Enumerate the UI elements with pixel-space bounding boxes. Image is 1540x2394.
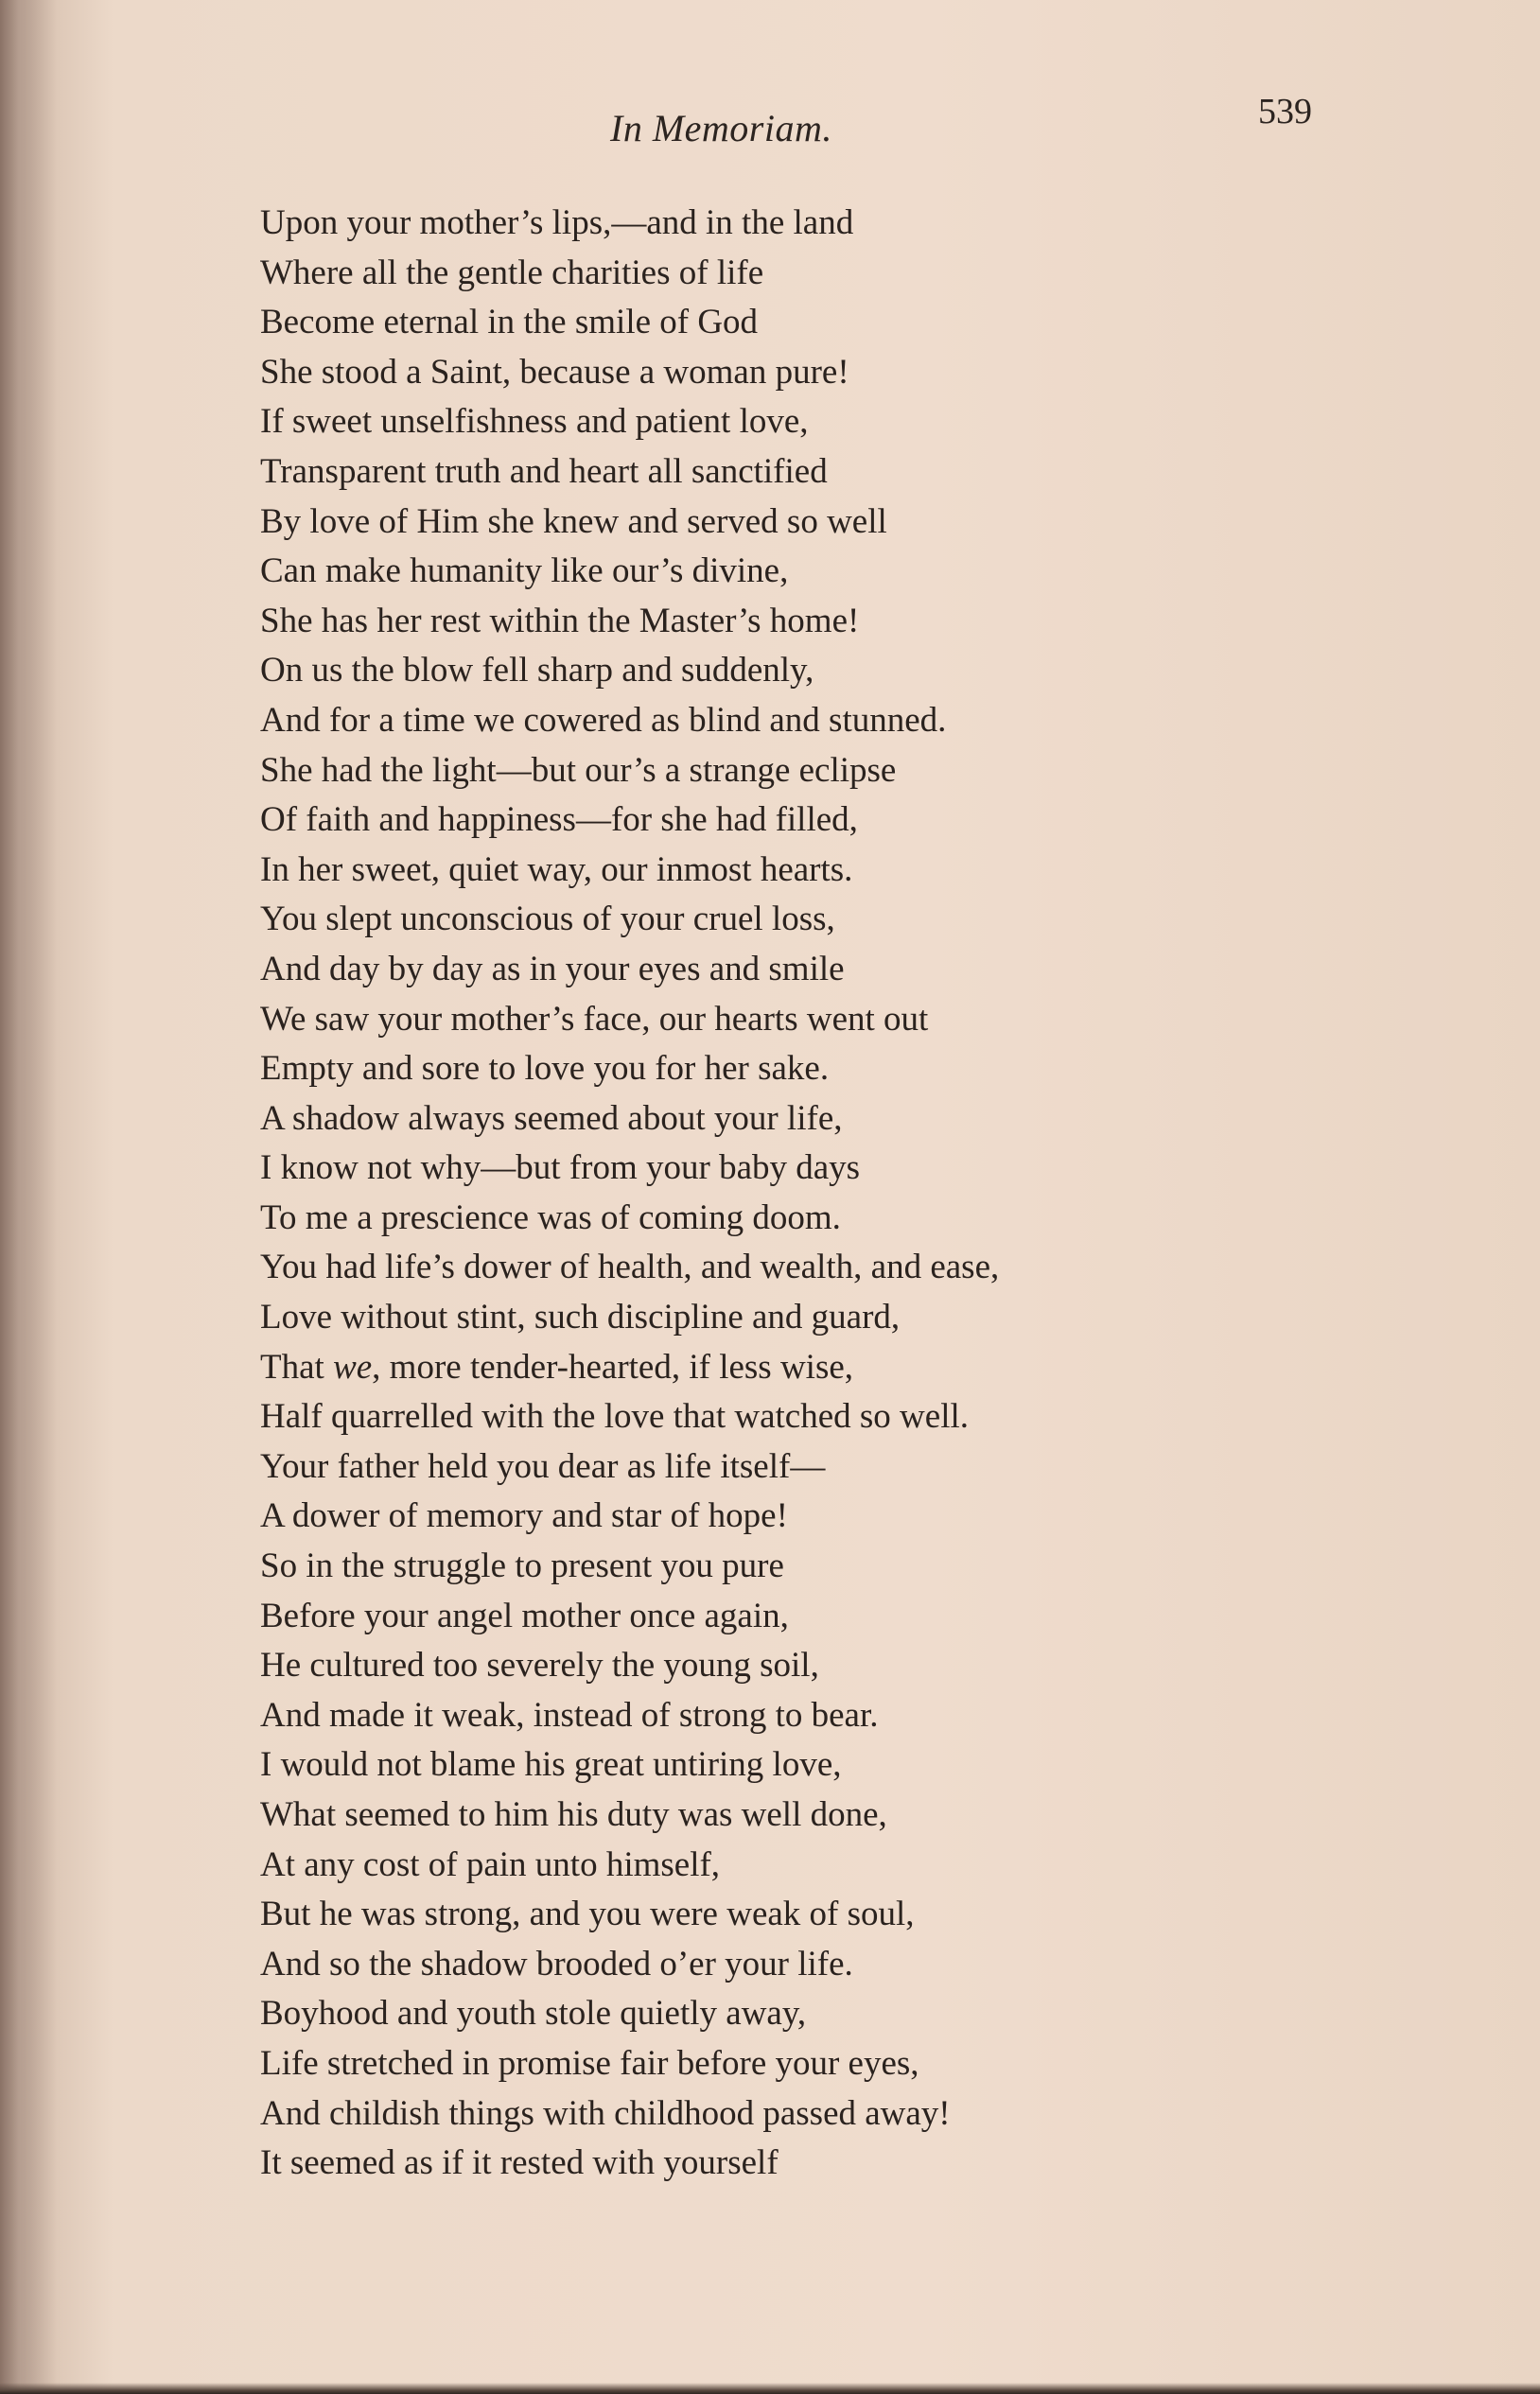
poem-line: Before your angel mother once again, [260,1596,789,1635]
poem-line: And childish things with childhood passed away! [260,2093,951,2133]
poem-line: So in the struggle to present you pure [260,1546,784,1586]
poem-line: And day by day as in your eyes and smile [260,949,845,988]
poem-line: In her sweet, quiet way, our inmost hearts. [260,849,853,889]
page-number: 539 [1258,92,1312,131]
poem-line: On us the blow fell sharp and suddenly, [260,651,814,690]
poem-line: Half quarrelled with the love that watched so well. [260,1397,969,1437]
poem-line: Transparent truth and heart all sanctified [260,451,828,491]
poem-line: It seemed as if it rested with yourself [260,2143,779,2183]
poem-line: She stood a Saint, because a woman pure! [260,352,849,392]
poem-line: That we, more tender-hearted, if less wise, [260,1347,854,1387]
poem-line: He cultured too severely the young soil, [260,1646,819,1686]
poem-line: By love of Him she knew and served so well [260,501,887,541]
poem-line: You had life’s dower of health, and wealth, and ease, [260,1248,1000,1287]
poem-line: Love without stint, such discipline and guard, [260,1298,901,1337]
poem-line: You slept unconscious of your cruel loss, [260,900,835,939]
poem-line: Become eternal in the smile of God [260,303,759,342]
running-head: In Memoriam. [610,107,832,149]
poem-line: At any cost of pain unto himself, [260,1844,721,1884]
poem-line: Where all the gentle charities of life [260,253,764,292]
poem-line: A dower of memory and star of hope! [260,1496,788,1536]
poem-line: Empty and sore to love you for her sake. [260,1049,830,1089]
poem-body [260,199,1301,2189]
poem-line: I know not why—but from your baby days [260,1148,861,1188]
poem-line: If sweet unselfishness and patient love, [260,402,809,442]
poem-line: Boyhood and youth stole quietly away, [260,1994,807,2034]
poem-line: Your father held you dear as life itself— [260,1446,826,1486]
poem-line: A shadow always seemed about your life, [260,1098,843,1138]
poem-line: What seemed to him his duty was well done, [260,1795,887,1834]
poem-line: Upon your mother’s lips,—and in the land [260,203,854,242]
poem-line: We saw your mother’s face, our hearts went out [260,999,929,1039]
poem-line: Of faith and happiness—for she had filled, [260,800,858,840]
gutter-shadow [0,0,57,2394]
poem-line: But he was strong, and you were weak of soul, [260,1895,915,1934]
poem-line: She had the light—but our’s a strange eclipse [260,750,897,790]
poem-line: And for a time we cowered as blind and stunned. [260,700,947,740]
poem-line: Can make humanity like our’s divine, [260,551,789,591]
poem-line: To me a prescience was of coming doom. [260,1197,841,1237]
page-bottom-edge [0,2383,1540,2394]
poem-line: And made it weak, instead of strong to bear. [260,1695,879,1735]
poem-line: She has her rest within the Master’s home! [260,601,860,640]
poem-line: And so the shadow brooded o’er your life. [260,1944,853,1983]
poem-line: I would not blame his great untiring love, [260,1745,842,1785]
italic-word: we [333,1347,373,1387]
poem-line: Life stretched in promise fair before your eyes, [260,2043,919,2083]
